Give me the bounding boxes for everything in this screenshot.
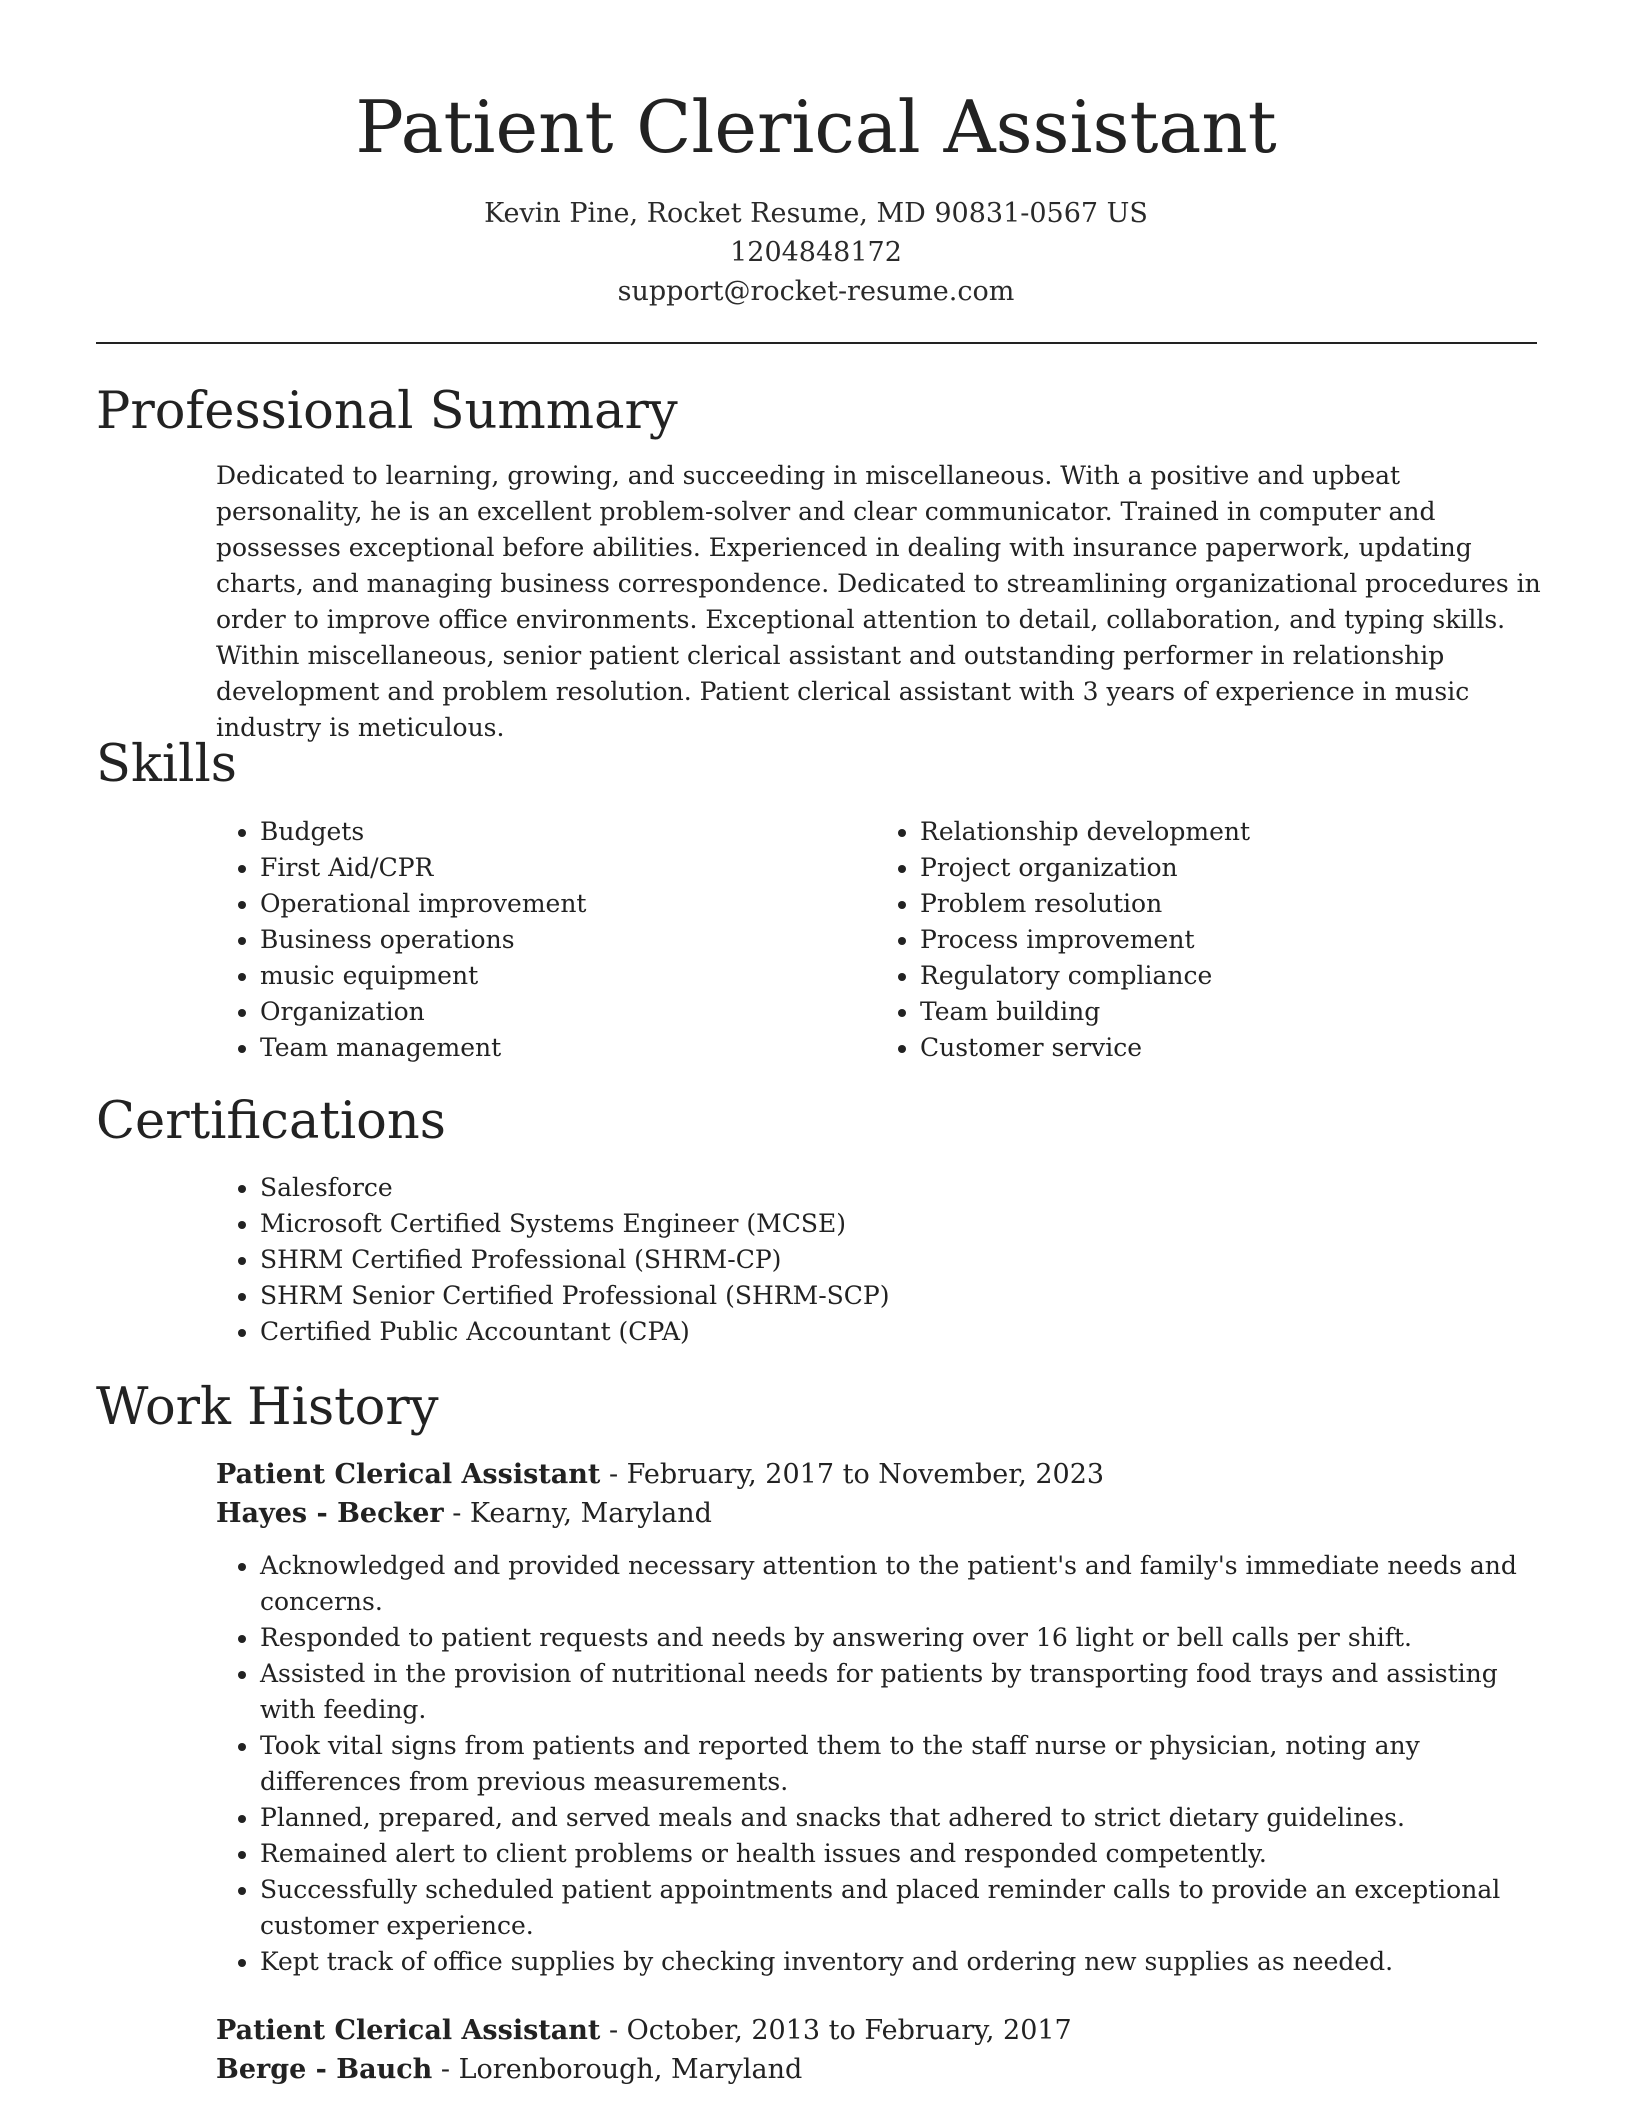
skill-item: • Operational improvement <box>260 886 876 922</box>
job-title: Patient Clerical Assistant <box>216 2015 601 2046</box>
skill-item: • Project organization <box>920 850 1536 886</box>
job-header <box>216 2011 1072 2089</box>
job-duty: • Responded to patient requests and needs by answering over 16 light or bell calls per shift. <box>260 1620 1546 1656</box>
resume-header <box>0 82 1632 311</box>
skill-item: • Organization <box>260 994 876 1030</box>
job-company: Hayes - Becker <box>216 1498 444 1529</box>
skills-column-left <box>216 814 876 1066</box>
summary-text: Dedicated to learning, growing, and succeeding in miscellaneous. With a positive and upbeat personality, he is an excellent problem-solver and clear communicator. Trained in computer and possesses exceptional before abilities. Experienced in dealing with insurance paperwork, updating charts, and managing business correspondence. Dedicated to streamlining organizational procedures in order to improve office environments. Exceptional attention to detail, collaboration, and typing skills. Within miscellaneous, senior patient clerical assistant and outstanding performer in relationship development and problem resolution. Patient clerical assistant with 3 years of experience in music industry is meticulous. <box>216 461 1541 742</box>
job-title-line <box>216 1455 1104 1494</box>
skill-item: • First Aid/CPR <box>260 850 876 886</box>
job-company-line <box>216 2050 1072 2089</box>
certification-item: • Certified Public Accountant (CPA) <box>260 1314 1546 1350</box>
contact-phone: 1204848172 <box>730 237 902 268</box>
skill-item: • Budgets <box>260 814 876 850</box>
job-dates: - February, 2017 to November, 2023 <box>600 1459 1105 1490</box>
skill-item: • Process improvement <box>920 922 1536 958</box>
certification-item: • Microsoft Certified Systems Engineer (MCSE) <box>260 1206 1546 1242</box>
skills-heading: Skills <box>96 735 237 794</box>
job-duty: • Acknowledged and provided necessary attention to the patient's and family's immediate needs and concerns. <box>260 1548 1546 1620</box>
job-company: Berge - Bauch <box>216 2054 433 2085</box>
resume-title: Patient Clerical Assistant <box>355 85 1277 169</box>
contact-address: Kevin Pine, Rocket Resume, MD 90831-0567 US <box>484 198 1148 229</box>
header-divider <box>96 342 1537 344</box>
job-location: - Kearny, Maryland <box>443 1498 712 1529</box>
job-duty: • Successfully scheduled patient appointments and placed reminder calls to provide an exceptional customer experience. <box>260 1872 1546 1944</box>
job-duty: • Remained alert to client problems or health issues and responded competently. <box>260 1836 1546 1872</box>
summary-heading: Professional Summary <box>96 382 678 441</box>
skill-item: • Customer service <box>920 1030 1536 1066</box>
contact-email: support@rocket-resume.com <box>617 276 1015 307</box>
skill-item: • music equipment <box>260 958 876 994</box>
certifications-list <box>216 1170 1546 1350</box>
job-duty: • Took vital signs from patients and reported them to the staff nurse or physician, noting any differences from previous measurements. <box>260 1728 1546 1800</box>
skill-item: • Regulatory compliance <box>920 958 1536 994</box>
certification-item: • SHRM Senior Certified Professional (SHRM-SCP) <box>260 1278 1546 1314</box>
job-location: - Lorenborough, Maryland <box>432 2054 803 2085</box>
job-duty: • Kept track of office supplies by checking inventory and ordering new supplies as needed. <box>260 1944 1546 1980</box>
job-company-line <box>216 1494 1104 1533</box>
job-title-line <box>216 2011 1072 2050</box>
skill-item: • Relationship development <box>920 814 1536 850</box>
job-title: Patient Clerical Assistant <box>216 1459 601 1490</box>
skills-list <box>216 814 1536 1066</box>
skill-item: • Business operations <box>260 922 876 958</box>
contact-block <box>0 194 1632 311</box>
job-dates: - October, 2013 to February, 2017 <box>600 2015 1072 2046</box>
job-duties <box>216 1548 1546 1980</box>
skill-item: • Team management <box>260 1030 876 1066</box>
job-duty: • Assisted in the provision of nutritional needs for patients by transporting food trays and assisting with feeding. <box>260 1656 1546 1728</box>
job-duty: • Planned, prepared, and served meals and snacks that adhered to strict dietary guidelines. <box>260 1800 1546 1836</box>
certification-item: • Salesforce <box>260 1170 1546 1206</box>
skills-column-right <box>876 814 1536 1066</box>
work-history-heading: Work History <box>96 1378 439 1437</box>
skill-item: • Team building <box>920 994 1536 1030</box>
certification-item: • SHRM Certified Professional (SHRM-CP) <box>260 1242 1546 1278</box>
certifications-heading: Certifications <box>96 1092 446 1151</box>
job-header <box>216 1455 1104 1533</box>
skill-item: • Problem resolution <box>920 886 1536 922</box>
